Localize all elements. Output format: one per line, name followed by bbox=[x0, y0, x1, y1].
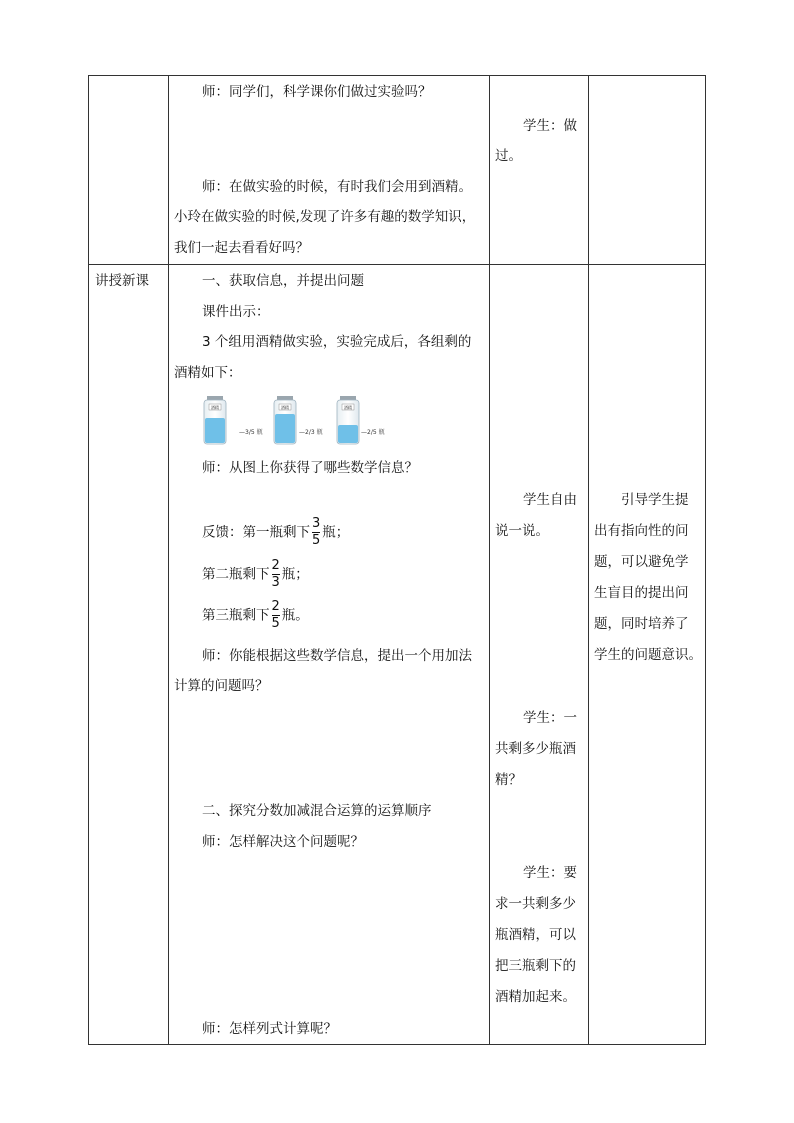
student-response: 共剩多少瓶酒 bbox=[495, 741, 576, 757]
design-intent: 生盲目的提出问 bbox=[594, 585, 689, 601]
student-response: 酒精加起来。 bbox=[495, 989, 576, 1005]
row-divider bbox=[89, 264, 705, 265]
teacher-line: 我们一起去看看好吗？ bbox=[174, 240, 309, 256]
design-intent: 题，同时培养了 bbox=[594, 616, 689, 632]
student-answer: 学生：做 bbox=[523, 118, 577, 134]
problem-text: 3 个组用酒精做实验，实验完成后，各组剩的 bbox=[202, 334, 472, 350]
teacher-question: 师：同学们，科学课你们做过实验吗？ bbox=[202, 84, 432, 100]
student-response: 求一共剩多少 bbox=[495, 896, 576, 912]
design-intent: 引导学生提 bbox=[621, 492, 689, 508]
teacher-line: 小玲在做实验的时候,发现了许多有趣的数学知识， bbox=[174, 209, 476, 225]
problem-text: 酒精如下： bbox=[174, 365, 242, 381]
feedback-line: 反馈：第一瓶剩下 $\frac{3}{5}$ 瓶； bbox=[202, 516, 350, 548]
jar-fraction: —3/5 瓶 bbox=[239, 429, 263, 436]
student-response: 说一说。 bbox=[495, 523, 549, 539]
student-answer: 过。 bbox=[495, 148, 522, 164]
jar-label: 酒精 bbox=[281, 405, 289, 410]
fraction: $\frac{2}{3}$ bbox=[271, 558, 280, 590]
teacher-question: 师：怎样解决这个问题呢？ bbox=[202, 834, 364, 850]
courseware-label: 课件出示： bbox=[202, 304, 270, 320]
jar-fraction: —2/5 瓶 bbox=[361, 429, 385, 436]
jar-3 bbox=[337, 396, 385, 444]
teacher-question: 师：你能根据这些数学信息，提出一个用加法 bbox=[202, 648, 472, 664]
column-divider bbox=[489, 76, 490, 1044]
teacher-line: 师：在做实验的时候，有时我们会用到酒精。 bbox=[202, 179, 472, 195]
design-intent: 学生的问题意识。 bbox=[594, 647, 702, 663]
column-divider bbox=[168, 76, 169, 1044]
student-response: 瓶酒精，可以 bbox=[495, 927, 576, 943]
jar-label: 酒精 bbox=[211, 405, 219, 410]
student-response: 学生：一 bbox=[523, 710, 577, 726]
feedback-line: 第二瓶剩下 $\frac{2}{3}$ 瓶； bbox=[202, 558, 309, 590]
fraction: $\frac{2}{5}$ bbox=[271, 599, 280, 631]
section-heading: 二、探究分数加减混合运算的运算顺序 bbox=[202, 803, 432, 819]
student-response: 学生自由 bbox=[523, 492, 577, 508]
alcohol-jars-image bbox=[199, 394, 399, 446]
jar-1 bbox=[204, 396, 263, 444]
teacher-question: 计算的问题吗？ bbox=[174, 678, 269, 694]
teacher-question: 师：从图上你获得了哪些数学信息？ bbox=[202, 460, 418, 476]
jar-2 bbox=[274, 396, 323, 444]
section-heading: 一、获取信息，并提出问题 bbox=[202, 273, 364, 289]
feedback-line: 第三瓶剩下 $\frac{2}{5}$ 瓶。 bbox=[202, 599, 309, 631]
column-divider bbox=[588, 76, 589, 1044]
student-response: 学生：要 bbox=[523, 865, 577, 881]
student-response: 把三瓶剩下的 bbox=[495, 958, 576, 974]
jar-label: 酒精 bbox=[344, 405, 352, 410]
fraction: $\frac{3}{5}$ bbox=[312, 516, 321, 548]
student-response: 精？ bbox=[495, 772, 522, 788]
teacher-question: 师：怎样列式计算呢？ bbox=[202, 1021, 337, 1037]
lesson-table bbox=[88, 75, 706, 1045]
section-label: 讲授新课 bbox=[95, 273, 149, 289]
design-intent: 题，可以避免学 bbox=[594, 554, 689, 570]
jar-fraction: —2/3 瓶 bbox=[299, 429, 323, 436]
design-intent: 出有指向性的问 bbox=[594, 523, 689, 539]
